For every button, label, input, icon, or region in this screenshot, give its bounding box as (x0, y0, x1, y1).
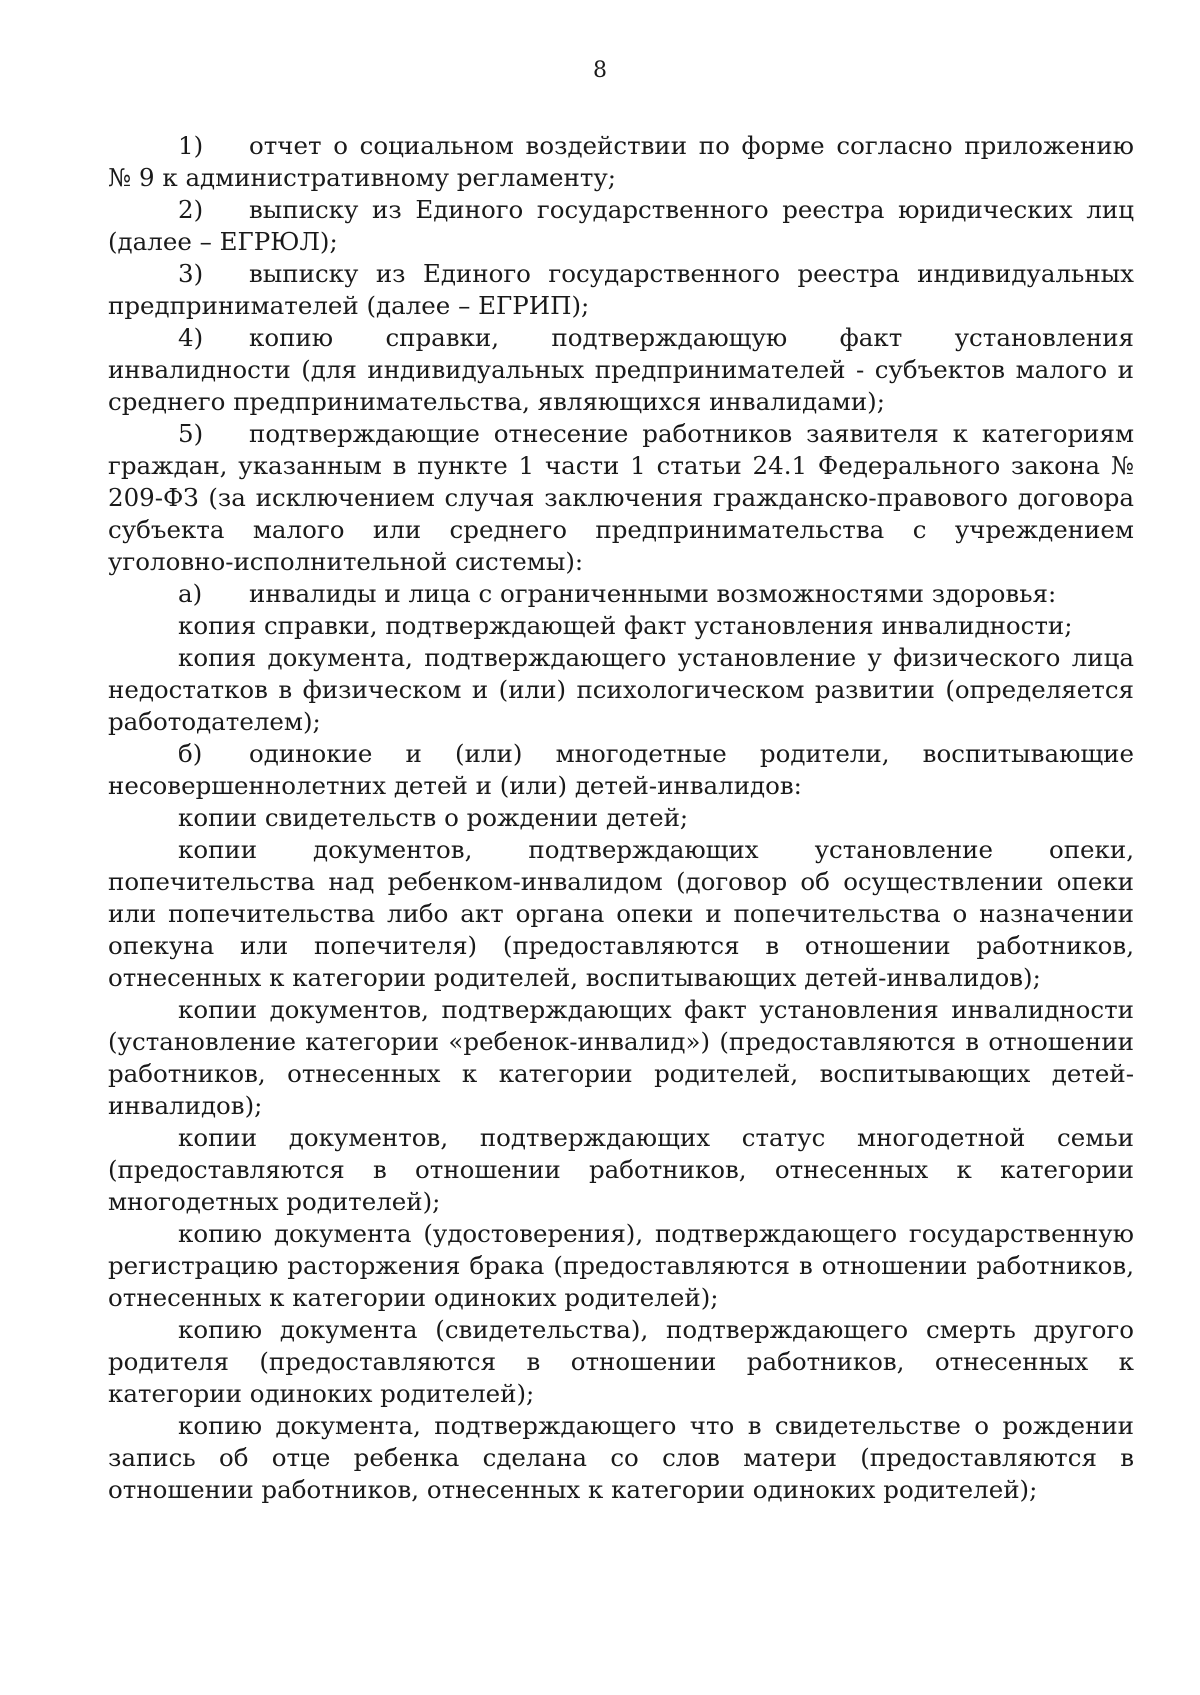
item-number: 2) (178, 195, 204, 224)
list-item (108, 194, 1134, 258)
item-text: одинокие и (или) многодетные родители, воспитывающие несовершеннолетних детей и (или) детей-инвалидов: (108, 739, 1134, 800)
list-item (108, 322, 1134, 418)
item-number: 4) (178, 323, 204, 352)
list-item (108, 130, 1134, 194)
paragraph-text: копии документов, подтверждающих факт установления инвалидности (установление категории «ребенок-инвалид») (предоставляются в отношении работников, отнесенных к категории родителей, воспитывающих детей-инвалидов); (108, 995, 1134, 1120)
paragraph-text: копию документа, подтверждающего что в свидетельстве о рождении запись об отце ребенка сделана со слов матери (предоставляются в отношении работников, отнесенных к категории одиноких родителей); (108, 1411, 1134, 1504)
item-number: 3) (178, 259, 204, 288)
item-text: выписку из Единого государственного реестра юридических лиц (далее – ЕГРЮЛ); (108, 195, 1134, 256)
paragraph (108, 802, 1134, 834)
item-text: инвалиды и лица с ограниченными возможностями здоровья: (249, 579, 1057, 608)
paragraph (108, 610, 1134, 642)
paragraph (108, 834, 1134, 994)
list-item (108, 258, 1134, 322)
paragraph-text: копии свидетельств о рождении детей; (178, 803, 689, 832)
paragraph (108, 1122, 1134, 1218)
document-body (108, 130, 1134, 1506)
paragraph-text: копию документа (удостоверения), подтверждающего государственную регистрацию расторжения брака (предоставляются в отношении работников, отнесенных к категории одиноких родителей); (108, 1219, 1134, 1312)
paragraph-text: копия справки, подтверждающей факт установления инвалидности; (178, 611, 1073, 640)
paragraph (108, 1314, 1134, 1410)
list-item (108, 418, 1134, 578)
paragraph (108, 642, 1134, 738)
item-text: выписку из Единого государственного реестра индивидуальных предпринимателей (далее – ЕГРИП); (108, 259, 1134, 320)
paragraph (108, 1410, 1134, 1506)
item-text: отчет о социальном воздействии по форме согласно приложению № 9 к административному регламенту; (108, 131, 1134, 192)
list-item (108, 738, 1134, 802)
list-item (108, 578, 1134, 610)
paragraph (108, 1218, 1134, 1314)
paragraph-text: копия документа, подтверждающего установление у физического лица недостатков в физическом и (или) психологическом развитии (определяется работодателем); (108, 643, 1134, 736)
item-number: б) (178, 739, 203, 768)
item-number: 1) (178, 131, 204, 160)
paragraph-text: копии документов, подтверждающих установление опеки, попечительства над ребенком-инвалидом (договор об осуществлении опеки или попечительства либо акт органа опеки и попечительства о назначении опекуна или попечителя) (предоставляются в отношении работников, отнесенных к категории родителей, воспитывающих детей-инвалидов); (108, 835, 1134, 992)
paragraph-text: копию документа (свидетельства), подтверждающего смерть другого родителя (предоставляются в отношении работников, отнесенных к категории одиноких родителей); (108, 1315, 1134, 1408)
item-number: 5) (178, 419, 204, 448)
paragraph (108, 994, 1134, 1122)
page-number: 8 (593, 58, 607, 83)
item-text: копию справки, подтверждающую факт установления инвалидности (для индивидуальных предпринимателей - субъектов малого и среднего предпринимательства, являющихся инвалидами); (108, 323, 1134, 416)
item-text: подтверждающие отнесение работников заявителя к категориям граждан, указанным в пункте 1 части 1 статьи 24.1 Федерального закона № 209-ФЗ (за исключением случая заключения гражданско-правового договора субъекта малого или среднего предпринимательства с учреждением уголовно-исполнительной системы): (108, 419, 1134, 576)
paragraph-text: копии документов, подтверждающих статус многодетной семьи (предоставляются в отношении работников, отнесенных к категории многодетных родителей); (108, 1123, 1134, 1216)
item-number: а) (178, 579, 203, 608)
